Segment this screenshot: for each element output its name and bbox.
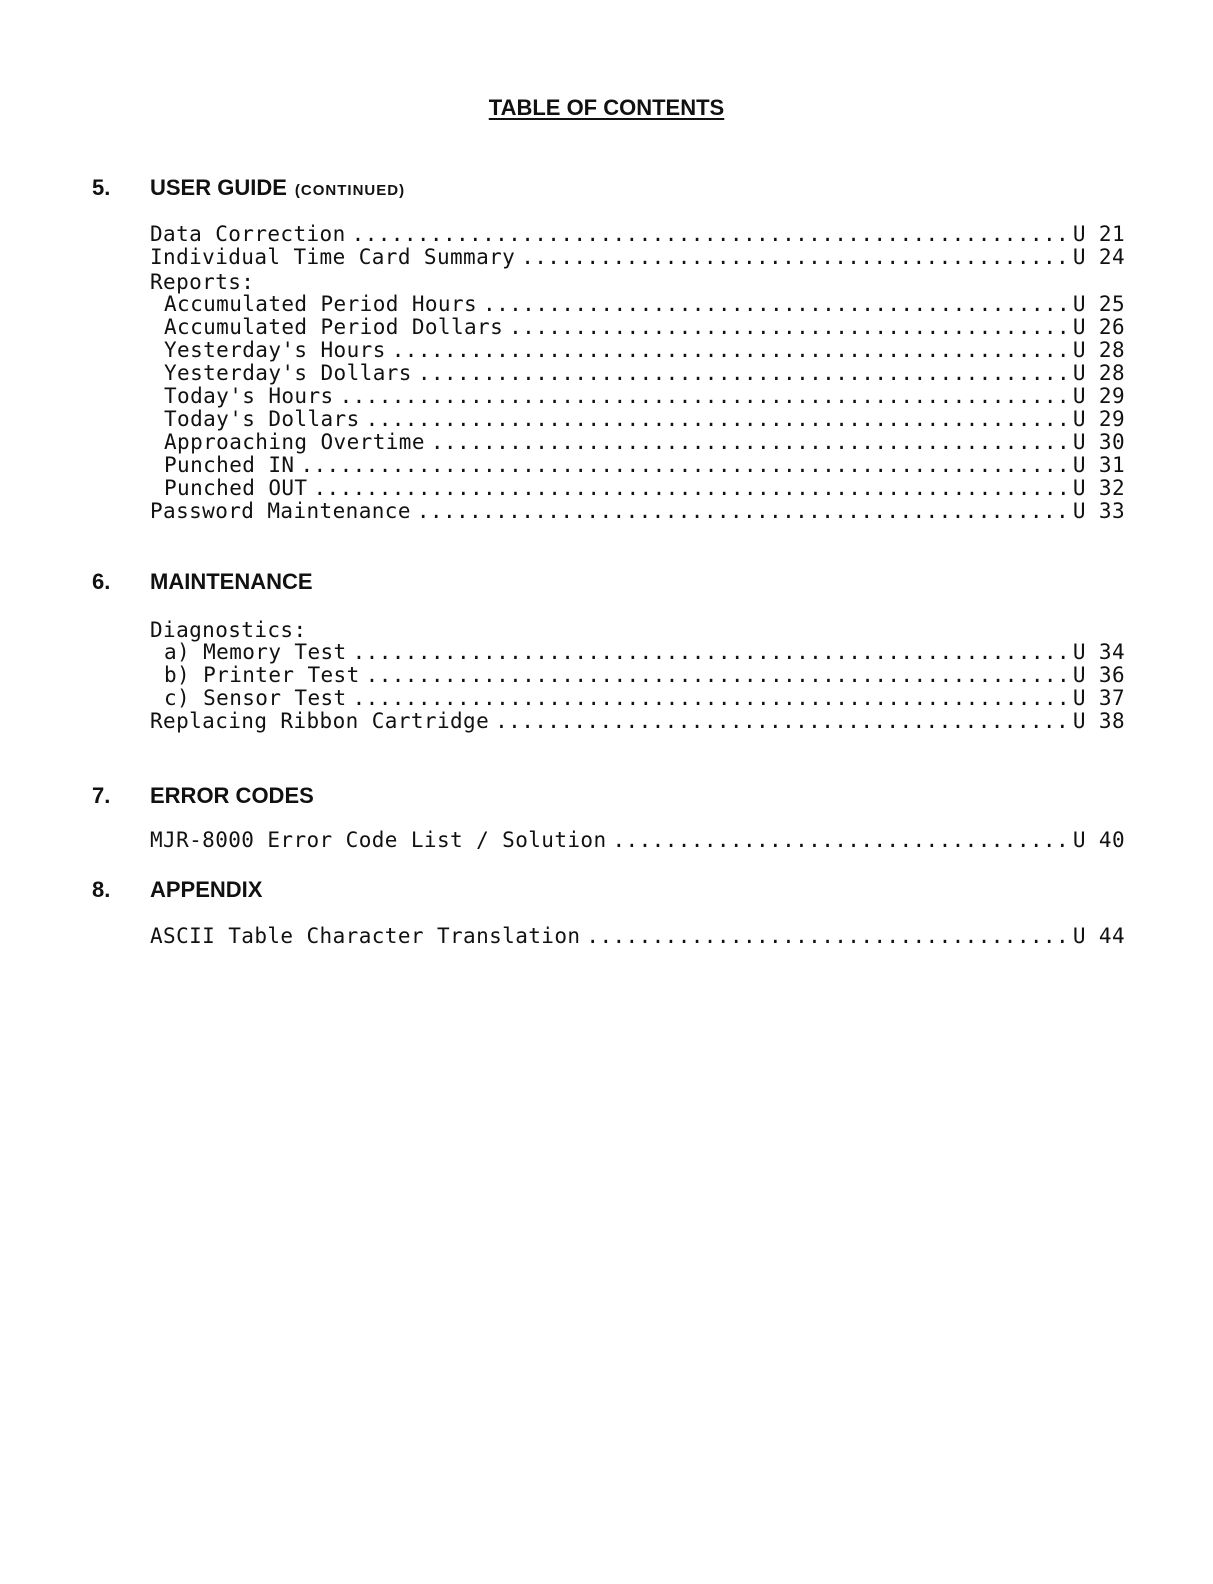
- page-number: U 26: [1072, 315, 1125, 339]
- page-number: U 28: [1072, 361, 1125, 385]
- section-title: USER GUIDE: [150, 175, 287, 200]
- group-label-diagnostics: Diagnostics:: [150, 618, 307, 642]
- leader-dots: [353, 686, 1067, 710]
- group-label-reports: Reports:: [150, 270, 255, 294]
- entry-label: Replacing Ribbon Cartridge: [150, 709, 490, 733]
- leader-dots: [340, 384, 1067, 408]
- page-number: U 38: [1072, 709, 1125, 733]
- toc-entry-ascii-table[interactable]: [150, 924, 1125, 948]
- toc-entry-accumulated-period-hours[interactable]: [164, 292, 1125, 316]
- page-number: U 24: [1072, 245, 1125, 269]
- page-number: U 33: [1072, 499, 1125, 523]
- entry-label: Password Maintenance: [150, 499, 411, 523]
- page-number: U 32: [1072, 476, 1125, 500]
- toc-entry-punched-in[interactable]: [164, 453, 1125, 477]
- entry-label: Yesterday's Dollars: [164, 361, 412, 385]
- entry-label: Accumulated Period Hours: [164, 292, 478, 316]
- section-heading: [0, 876, 900, 904]
- entry-label: Punched OUT: [164, 476, 308, 500]
- page-number: U 37: [1072, 686, 1125, 710]
- page-number: U 21: [1072, 222, 1125, 246]
- leader-dots: [613, 828, 1067, 852]
- leader-dots: [353, 640, 1067, 664]
- page-number: U 29: [1072, 384, 1125, 408]
- toc-entry-individual-time-card-summary[interactable]: [150, 245, 1125, 269]
- leader-dots: [586, 924, 1066, 948]
- toc-entry-error-code-list[interactable]: [150, 828, 1125, 852]
- leader-dots: [366, 407, 1067, 431]
- page-number: U 36: [1072, 663, 1125, 687]
- toc-entry-replacing-ribbon-cartridge[interactable]: [150, 709, 1125, 733]
- toc-entry-approaching-overtime[interactable]: [164, 430, 1125, 454]
- leader-dots: [521, 245, 1067, 269]
- section-heading: [0, 174, 900, 202]
- entry-label: MJR-8000 Error Code List / Solution: [150, 828, 607, 852]
- toc-entry-punched-out[interactable]: [164, 476, 1125, 500]
- entry-label: Today's Dollars: [164, 407, 360, 431]
- section-title: MAINTENANCE: [150, 569, 313, 594]
- entry-label: Accumulated Period Dollars: [164, 315, 504, 339]
- leader-dots: [495, 709, 1067, 733]
- page-number: U 31: [1072, 453, 1125, 477]
- entry-label: Approaching Overtime: [164, 430, 425, 454]
- entry-label: Data Correction: [150, 222, 346, 246]
- entry-label: Today's Hours: [164, 384, 334, 408]
- leader-dots: [483, 292, 1067, 316]
- section-number: 6.: [92, 569, 111, 594]
- toc-entry-password-maintenance[interactable]: [150, 499, 1125, 523]
- page-number: U 34: [1072, 640, 1125, 664]
- entry-label: b) Printer Test: [164, 663, 360, 687]
- leader-dots: [352, 222, 1067, 246]
- leader-dots: [313, 476, 1066, 500]
- page-title: TABLE OF CONTENTS: [488, 95, 725, 120]
- leader-dots: [509, 315, 1067, 339]
- page-number: U 28: [1072, 338, 1125, 362]
- section-title: ERROR CODES: [150, 783, 314, 808]
- entry-label: ASCII Table Character Translation: [150, 924, 581, 948]
- page-number: U 30: [1072, 430, 1125, 454]
- toc-entry-sensor-test[interactable]: [164, 686, 1125, 710]
- leader-dots: [300, 453, 1066, 477]
- section-note: (CONTINUED): [294, 182, 406, 199]
- page-number: U 40: [1072, 828, 1125, 852]
- section-title: APPENDIX: [150, 877, 263, 902]
- page-number: U 44: [1072, 924, 1125, 948]
- entry-label: Yesterday's Hours: [164, 338, 386, 362]
- entry-label: a) Memory Test: [164, 640, 347, 664]
- section-number: 5.: [92, 175, 111, 200]
- toc-entry-data-correction[interactable]: [150, 222, 1125, 246]
- leader-dots: [366, 663, 1067, 687]
- toc-entry-todays-hours[interactable]: [164, 384, 1125, 408]
- leader-dots: [392, 338, 1067, 362]
- entry-label: c) Sensor Test: [164, 686, 347, 710]
- toc-entry-accumulated-period-dollars[interactable]: [164, 315, 1125, 339]
- toc-entry-memory-test[interactable]: [164, 640, 1125, 664]
- section-number: 7.: [92, 783, 111, 808]
- leader-dots: [431, 430, 1067, 454]
- entry-label: Individual Time Card Summary: [150, 245, 516, 269]
- toc-entry-yesterdays-hours[interactable]: [164, 338, 1125, 362]
- leader-dots: [418, 361, 1067, 385]
- toc-entry-yesterdays-dollars[interactable]: [164, 361, 1125, 385]
- section-number: 8.: [92, 877, 111, 902]
- entry-label: Punched IN: [164, 453, 295, 477]
- toc-entry-todays-dollars[interactable]: [164, 407, 1125, 431]
- section-heading: [0, 568, 900, 596]
- leader-dots: [417, 499, 1067, 523]
- page-number: U 25: [1072, 292, 1125, 316]
- page-number: U 29: [1072, 407, 1125, 431]
- section-heading: [0, 782, 900, 810]
- toc-entry-printer-test[interactable]: [164, 663, 1125, 687]
